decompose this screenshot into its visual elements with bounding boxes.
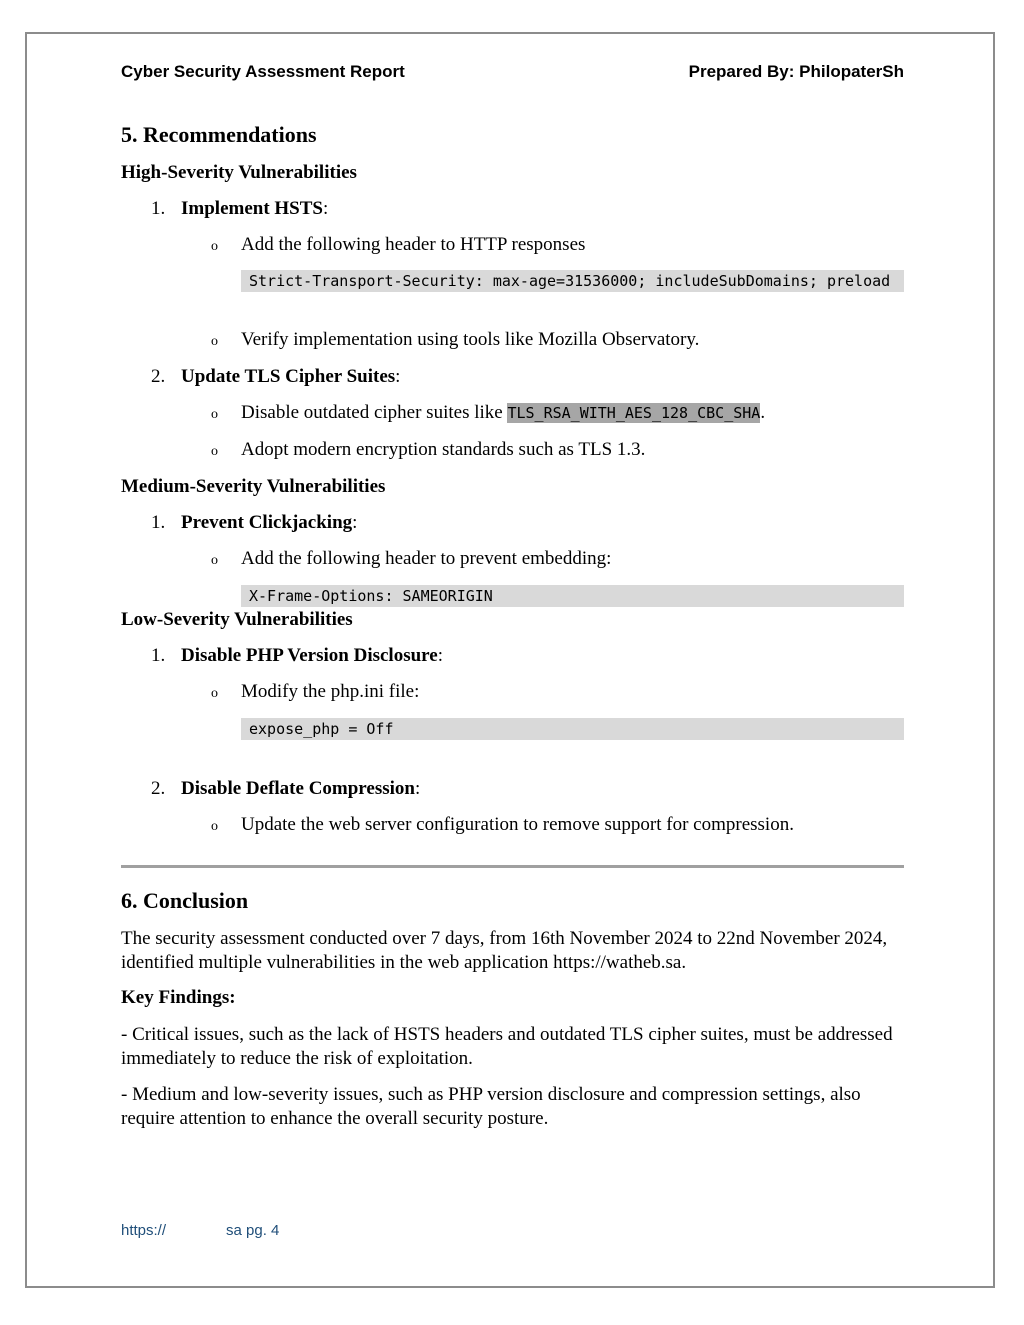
item-colon: : [437,645,443,666]
bullet-text: Add the following header to prevent embedding: [241,548,612,569]
bullet-marker: o [211,407,218,422]
bullet-text-cipher [241,402,765,424]
item-title: Disable PHP Version Disclosure [181,645,438,666]
list-number: 2. [151,778,166,799]
bullet-marker: o [211,553,218,568]
item-colon: : [323,198,329,219]
bullet-marker: o [211,444,218,459]
section-title-conclusion: 6. Conclusion [121,888,249,913]
section-divider [121,865,904,868]
highlighted-cipher-suite: TLS_RSA_WITH_AES_128_CBC_SHA [507,404,761,422]
high-severity-heading: High-Severity Vulnerabilities [121,162,357,183]
item-title: Update TLS Cipher Suites [181,366,396,387]
item-title: Disable Deflate Compression [181,778,415,799]
list-number: 2. [151,366,166,387]
footer-page-number: sa pg. 4 [226,1222,280,1239]
item-colon: : [352,512,358,533]
bullet-marker: o [211,239,218,254]
item-title: Implement HSTS [181,198,323,219]
list-number: 1. [151,198,166,219]
bullet-marker: o [211,334,218,349]
finding-critical: - Critical issues, such as the lack of HSTS headers and outdated TLS cipher suites, must be addressed immediately to reduce the risk of exploitation. [121,1024,893,1069]
bullet-marker: o [211,686,218,701]
list-number: 1. [151,512,166,533]
bullet-marker: o [211,819,218,834]
bullet-text: Verify implementation using tools like Mozilla Observatory. [241,329,700,350]
list-item-title-tls [181,366,400,388]
list-item-title-deflate [181,778,420,800]
bullet-text-prefix: Disable outdated cipher suites like [241,402,508,423]
list-item-title-php [181,645,443,667]
item-title: Prevent Clickjacking [181,512,353,533]
conclusion-paragraph: The security assessment conducted over 7 days, from 16th November 2024 to 22nd November 2024, identified multiple vulnerabilities in the web application https://watheb.sa. [121,928,888,973]
bullet-text-suffix: . [760,402,766,423]
bullet-text: Update the web server configuration to remove support for compression. [241,814,794,835]
key-findings-heading: Key Findings: [121,987,236,1008]
list-item-title-clickjacking [181,512,357,534]
header-prepared-by: Prepared By: PhilopaterSh [688,62,904,81]
item-colon: : [414,778,421,799]
finding-medium-low: - Medium and low-severity issues, such as PHP version disclosure and compression settings, also require attention to enhance the overall security posture. [121,1084,861,1129]
code-block-xframe: X-Frame-Options: SAMEORIGIN [241,585,904,607]
code-block-hsts: Strict-Transport-Security: max-age=31536000; includeSubDomains; preload [241,270,904,292]
code-block-php: expose_php = Off [241,718,904,740]
footer-url-prefix: https:// [121,1222,167,1239]
bullet-text: Modify the php.ini file: [241,681,420,702]
section-title-recommendations: 5. Recommendations [121,122,317,147]
bullet-text: Adopt modern encryption standards such as TLS 1.3. [241,439,646,460]
low-severity-heading: Low-Severity Vulnerabilities [121,609,353,630]
list-number: 1. [151,645,166,666]
item-colon: : [395,366,401,387]
list-item-title-hsts [181,198,328,220]
medium-severity-heading: Medium-Severity Vulnerabilities [121,476,386,497]
bullet-text: Add the following header to HTTP responses [241,234,586,255]
header-report-title: Cyber Security Assessment Report [121,62,405,81]
